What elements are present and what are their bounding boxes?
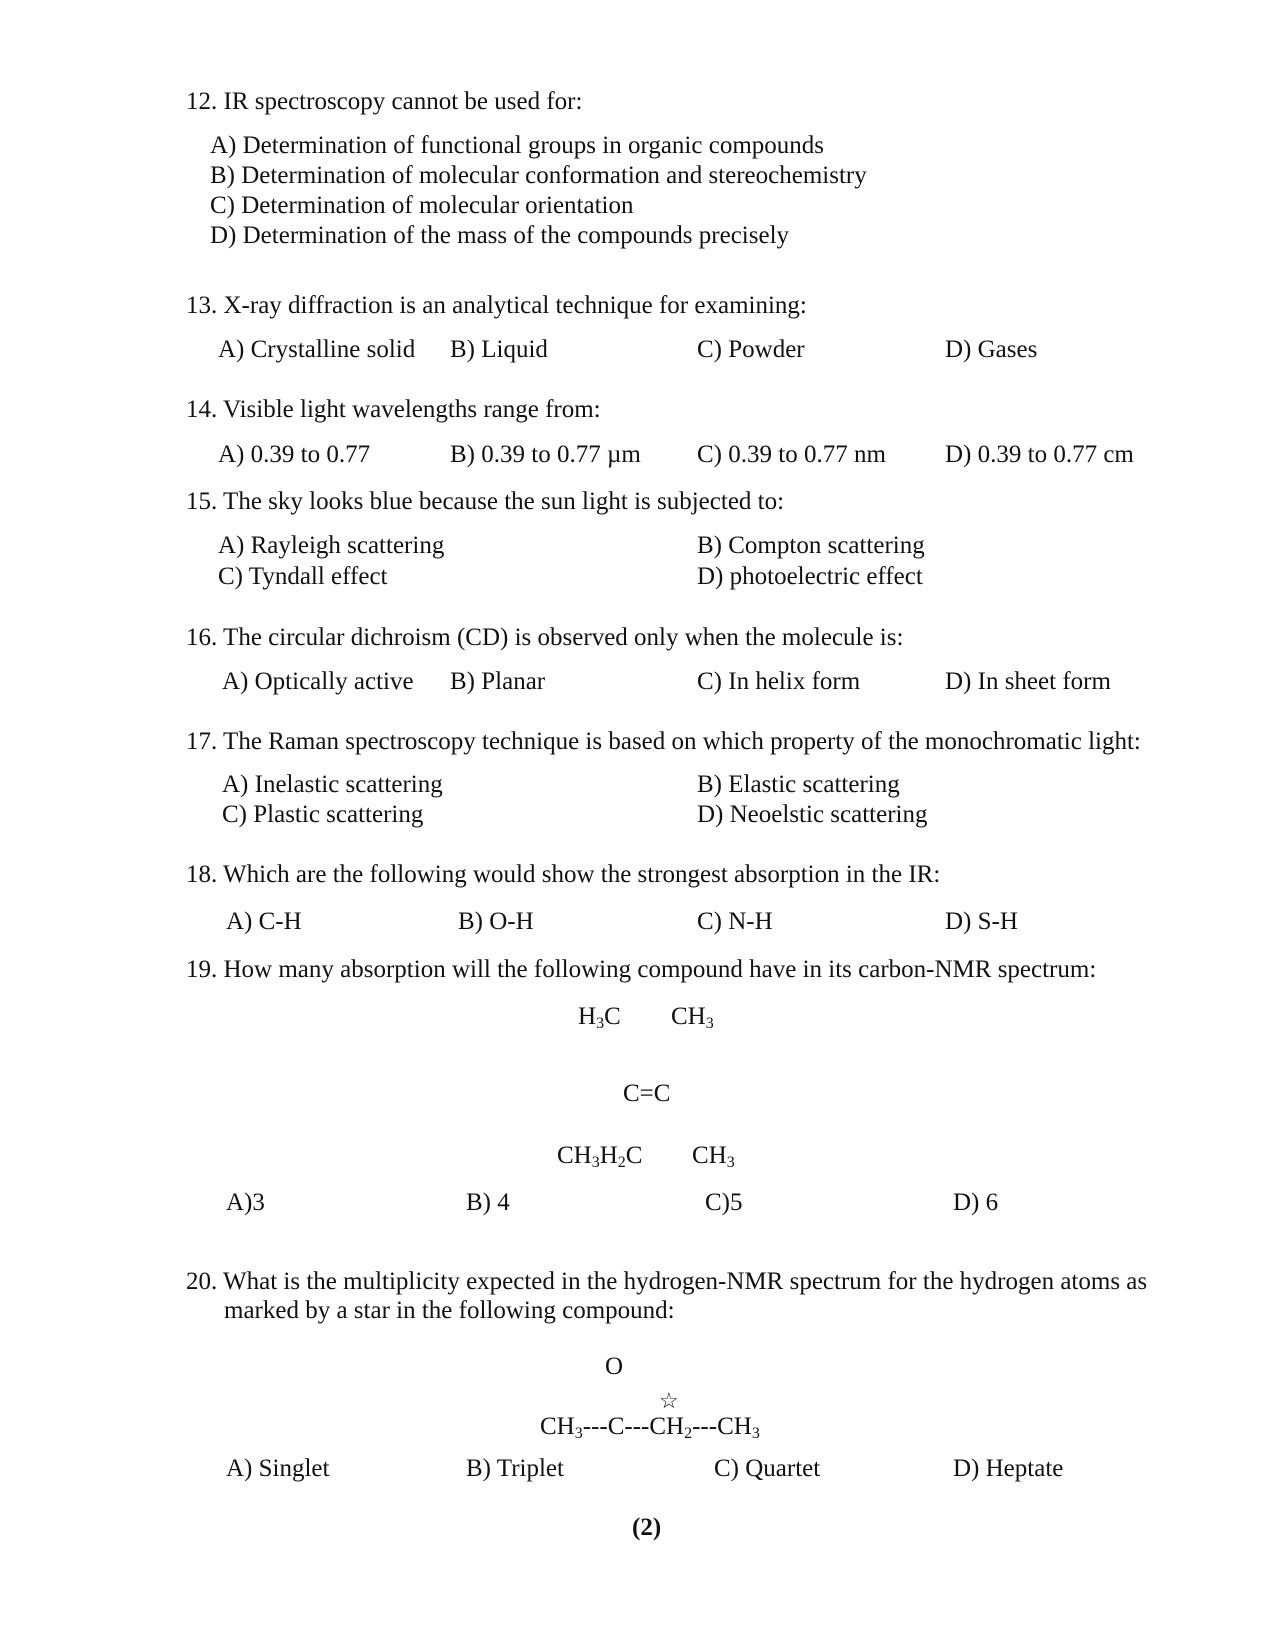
q20-structure-oxygen: O bbox=[605, 1353, 624, 1380]
q20-option-b: B) Triplet bbox=[466, 1455, 564, 1482]
q17-option-c: C) Plastic scattering bbox=[222, 801, 424, 828]
q19-option-c: C)5 bbox=[705, 1189, 743, 1216]
q12-option-a: A) Determination of functional groups in organic compounds bbox=[210, 132, 824, 159]
q15-option-c: C) Tyndall effect bbox=[218, 563, 388, 590]
q15-option-b: B) Compton scattering bbox=[697, 532, 925, 559]
q16-option-d: D) In sheet form bbox=[945, 668, 1111, 695]
q20-stem-line-2: marked by a star in the following compound: bbox=[224, 1297, 675, 1324]
q12-option-b: B) Determination of molecular conformation and stereochemistry bbox=[210, 162, 867, 189]
q16-option-b: B) Planar bbox=[450, 668, 546, 695]
q19-structure-top-right: $CH_3$ bbox=[671, 1003, 714, 1032]
q19-structure-top-left: $H_3C$ bbox=[578, 1003, 621, 1032]
q19-structure-bottom-right: $CH_3$ bbox=[692, 1142, 735, 1171]
star-icon: ☆ bbox=[659, 1388, 679, 1413]
q14-stem: 14. Visible light wavelengths range from: bbox=[186, 396, 601, 423]
q12-stem: 12. IR spectroscopy cannot be used for: bbox=[186, 88, 583, 115]
q18-option-a: A) C-H bbox=[226, 908, 302, 935]
q12-option-d: D) Determination of the mass of the compounds precisely bbox=[210, 222, 790, 249]
q19-structure-bottom-left: $CH_3H_2C$ bbox=[557, 1142, 643, 1171]
q20-option-c: C) Quartet bbox=[714, 1455, 821, 1482]
q18-stem: 18. Which are the following would show the strongest absorption in the IR: bbox=[186, 861, 941, 888]
q20-option-a: A) Singlet bbox=[226, 1455, 330, 1482]
q20-option-d: D) Heptate bbox=[953, 1455, 1064, 1482]
q20-structure-chain: $CH_3---C---CH_2---CH_3$ bbox=[540, 1413, 760, 1442]
q19-option-b: B) 4 bbox=[466, 1189, 510, 1216]
q19-stem: 19. How many absorption will the following compound have in its carbon-NMR spectrum: bbox=[186, 956, 1097, 983]
q13-stem: 13. X-ray diffraction is an analytical technique for examining: bbox=[186, 292, 807, 319]
q20-stem-line-1: 20. What is the multiplicity expected in the hydrogen-NMR spectrum for the hydrogen atoms as bbox=[186, 1268, 1148, 1295]
page-number: (2) bbox=[632, 1514, 662, 1541]
q18-option-b: B) O-H bbox=[458, 908, 534, 935]
q15-stem: 15. The sky looks blue because the sun light is subjected to: bbox=[186, 488, 785, 515]
q14-option-a: A) 0.39 to 0.77 bbox=[218, 441, 371, 468]
q19-option-d: D) 6 bbox=[953, 1189, 999, 1216]
q17-stem: 17. The Raman spectroscopy technique is based on which property of the monochromatic light: bbox=[186, 728, 1141, 755]
q15-option-a: A) Rayleigh scattering bbox=[218, 532, 445, 559]
q18-option-d: D) S-H bbox=[945, 908, 1018, 935]
q17-option-d: D) Neoelstic scattering bbox=[697, 801, 928, 828]
q14-option-b: B) 0.39 to 0.77 µm bbox=[450, 441, 641, 468]
q19-structure-double-bond: C=C bbox=[623, 1080, 671, 1107]
q14-option-d: D) 0.39 to 0.77 cm bbox=[945, 441, 1134, 468]
q19-option-a: A)3 bbox=[226, 1189, 265, 1216]
q14-option-c: C) 0.39 to 0.77 nm bbox=[697, 441, 886, 468]
q16-stem: 16. The circular dichroism (CD) is observed only when the molecule is: bbox=[186, 624, 904, 651]
q13-option-d: D) Gases bbox=[945, 336, 1038, 363]
q15-option-d: D) photoelectric effect bbox=[697, 563, 923, 590]
q18-option-c: C) N-H bbox=[697, 908, 773, 935]
q13-option-b: B) Liquid bbox=[450, 336, 548, 363]
q13-option-a: A) Crystalline solid bbox=[218, 336, 416, 363]
q16-option-c: C) In helix form bbox=[697, 668, 861, 695]
q17-option-a: A) Inelastic scattering bbox=[222, 771, 443, 798]
q13-option-c: C) Powder bbox=[697, 336, 805, 363]
q16-option-a: A) Optically active bbox=[222, 668, 414, 695]
q12-option-c: C) Determination of molecular orientation bbox=[210, 192, 634, 219]
q17-option-b: B) Elastic scattering bbox=[697, 771, 900, 798]
